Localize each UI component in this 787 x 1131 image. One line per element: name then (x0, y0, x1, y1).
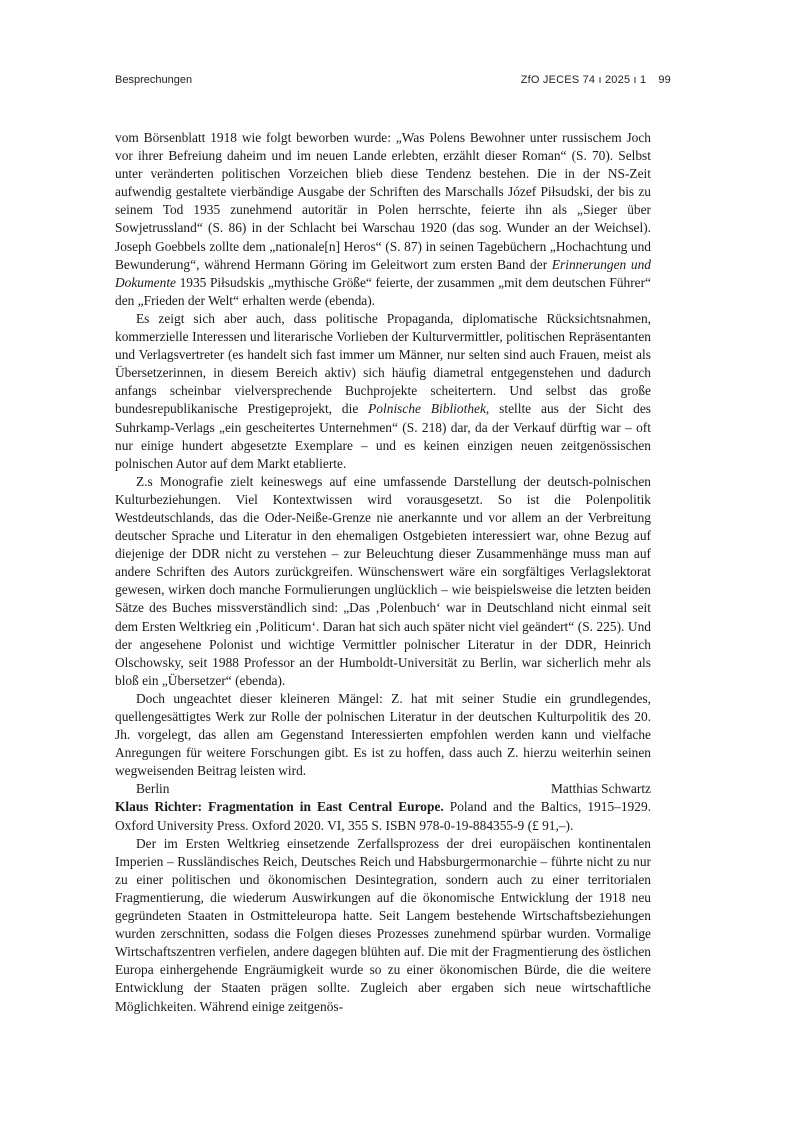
page-number: 99 (658, 74, 671, 86)
review2-bibliographic-info: Poland and the Baltics, 1915–1929. Oxford University Press. Oxford 2020. VI, 355 S. ISBN 978-0-19-884355-9 (£ 91,–). (115, 799, 651, 833)
review1-paragraph-1: vom Börsenblatt 1918 wie folgt beworben wurde: „Was Polens Bewohner unter russischem Joch vor ihrer Befreiung daheim und im neuen Lande erlebten, erzählt dieser Roman“ (S. 70). Selbst unter veränderten politischen Vorzeichen blieb diese Tendenz bestehen. Die in der NS-Zeit aufwendig gestaltete vierbändige Ausgabe der Schriften des Marschalls Józef Piłsudski, der bis zu seinem Tod 1935 zunehmend autoritär in Polen herrschte, feierte ihn als „Sieger über Sowjetrussland“ (S. 86) in der Schlacht bei Warschau 1920 (das sog. Wunder an der Weichsel). Joseph Goebbels zollte dem „nationale[n] Heros“ (S. 87) in seinen Tagebüchern „Hochachtung und Bewunderung“, während Hermann Göring im Geleitwort zum ersten Band der Erinnerungen und Dokumente 1935 Piłsudskis „mythische Größe“ feierte, der zusammen „mit dem deutschen Führer“ den „Frieden der Welt“ erhalten werde (ebenda). (115, 130, 651, 308)
review2-paragraph-1: Der im Ersten Weltkrieg einsetzende Zerfallsprozess der drei europäischen kontinentalen Imperien – Russländisches Reich, Deutsches Reich und Habsburgermonarchie – führte nicht zu nur zu einer politischen und ökonomischen Desintegration, sondern auch zu einer territorialen Fragmentierung, die wiederum Auswirkungen auf die ökonomische Entwicklung der 1918 neu gegründeten Staaten in Ostmitteleuropa hatte. Seit Langem bestehende Wirtschaftsbeziehungen wurden zerschnitten, sodass die Folgen dieses Prozesses zunehmend spürbar wurden. Vormalige Wirtschaftszentren verfielen, andere dagegen blühten auf. Die mit der Fragmentierung des östlichen Europa einhergehende Engräumigkeit wurde so zu einer ökonomischen Bürde, die die weitere Entwicklung der Staaten prägen sollte. Zugleich aber ergaben sich neue wirtschaftliche Möglichkeiten. Während einige zeitgenös- (115, 835, 651, 1014)
book-title-italic: Erinnerungen und Dokumente (115, 256, 651, 290)
page-body (115, 129, 651, 1016)
review1-paragraph-2: Es zeigt sich aber auch, dass politische Propaganda, diplomatische Rücksichtsnahmen, kommerzielle Interessen und literarische Vorlieben der Kulturvermittler, politischen Repräsentanten und Verlagsvertreter (es handelt sich fast immer um Männer, nur selten sind auch Frauen, meist als Übersetzerinnen, in diesem Bereich aktiv) sich häufig diametral entgegenstehen und dadurch anfangs scheinbar vielversprechende Buchprojekte scheitertern. Und selbst das große bundesrepublikanische Prestigeprojekt, die Polnische Bibliothek, stellte aus der Sicht des Suhrkamp-Verlags „ein gescheitertes Unternehmen“ (S. 218) dar, da der Verkauf dürftig war – oft nur einige hundert abgesetzte Exemplare – und es keinen einzigen neuen zeitgenössischen polnischen Autor auf dem Markt etablierte. (115, 310, 652, 471)
signature-author: Matthias Schwartz (550, 781, 651, 797)
review2-heading (115, 798, 651, 834)
review1-paragraph-3: Z.s Monografie zielt keineswegs auf eine umfassende Darstellung der deutsch-polnischen Kulturbeziehungen. Viel Kontextwissen wird vorausgesetzt. So ist die Polenpolitik Westdeutschlands, das die Oder-Neiße-Grenze nie anerkannte und vor allem an der Verbreitung deutscher Sprache und Literatur in den ehemaligen Ostgebieten interessiert war, ohne Bezug auf diejenige der DDR nicht zu verstehen – zur Beleuchtung dieser Zusammenhänge muss man auf andere Schriften des Autors zurückgreifen. Wünschenswert wäre ein sorgfältiges Verlagslektorat gewesen, wirken doch manche Formulierungen unglücklich – wie beispielsweise die letzten beiden Sätze des Buches missverständlich sind: „Das ‚Polenbuch‘ war in Deutschland nicht einmal seit dem Ersten Weltkrieg ein ‚Politicum‘. Daran hat sich auch später nicht viel geändert“ (S. 225). Und der angesehene Polonist und wichtige Vermittler polnischer Literatur in der DDR, Heinrich Olschowsky, seit 1988 Professor an der Humboldt-Universität zu Berlin, war sicherlich mehr als bloß ein „Übersetzer“ (ebenda). (115, 473, 651, 688)
section-title: Besprechungen (115, 74, 193, 86)
review2-author-title: Klaus Richter: Fragmentation in East Central Europe. (115, 799, 444, 815)
running-header (115, 74, 671, 92)
journal-citation: ZfO JECES 74 ı 2025 ı 1 (520, 74, 647, 86)
journal-info (521, 74, 671, 86)
signature-place: Berlin (136, 781, 170, 797)
review-signature (115, 780, 651, 798)
series-title-italic: Polnische Bibliothek (368, 401, 486, 417)
review1-paragraph-4: Doch ungeachtet dieser kleineren Mängel: Z. hat mit seiner Studie ein grundlegendes, quellengesättigtes Werk zur Rolle der polnischen Literatur in der deutschen Kulturpolitik des 20. Jh. vorgelegt, das allen am Gegenstand Interessierten empfohlen werden kann und vielfache Anregungen für weitere Forschungen gibt. Es ist zu hoffen, dass auch Z. hierzu weiterhin seinen wegweisenden Beitrag leisten wird. (115, 690, 651, 779)
